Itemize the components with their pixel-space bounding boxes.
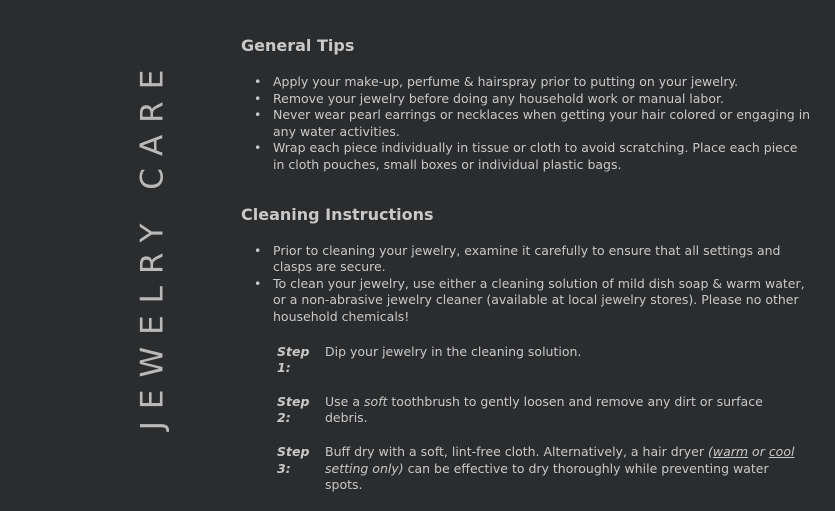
step-2-text-before: Use a: [325, 393, 364, 409]
general-tip-item: • Apply your make-up, perfume & hairspray prior to putting on your jewelry.: [241, 74, 811, 91]
general-tips-list: [241, 74, 811, 174]
cleaning-instructions-section: [241, 205, 811, 494]
general-tip-item: • Never wear pearl earrings or necklaces when getting your hair colored or engaging in any water activities.: [241, 107, 811, 140]
step-3-text: [325, 444, 797, 494]
step-2-text-after: toothbrush to gently loosen and remove any dirt or surface debris.: [325, 393, 763, 426]
or-note: or: [748, 443, 769, 459]
jewelry-care-content: [241, 36, 811, 511]
general-tip-item: • Wrap each piece individually in tissue or cloth to avoid scratching. Place each piece in cloth pouches, small boxes or individual plastic bags.: [241, 140, 811, 173]
step-2: [277, 394, 797, 427]
cleaning-instruction-item: • To clean your jewelry, use either a cleaning solution of mild dish soap & warm water, or a non-abrasive jewelry cleaner (available at local jewelry stores). Please no other household chemicals!: [241, 276, 811, 326]
step-1-label: Step 1:: [277, 343, 310, 376]
general-tips-heading: General Tips: [241, 36, 355, 55]
warm-note: warm: [712, 443, 749, 459]
step-1: [277, 344, 797, 377]
setting-only-note: setting only): [325, 460, 404, 476]
step-3: [277, 444, 797, 494]
paren-open: (: [707, 443, 713, 459]
step-3-label: Step 3:: [277, 443, 310, 476]
step-3-text-before: Buff dry with a soft, lint-free cloth. Alternatively, a hair dryer: [325, 443, 708, 459]
step-1-text: Dip your jewelry in the cleaning solution.: [325, 343, 582, 359]
step-2-text: [325, 394, 797, 427]
step-2-label: Step 2:: [277, 393, 310, 426]
jewelry-care-vertical-title: [128, 58, 176, 430]
cleaning-instructions-list: [241, 243, 811, 326]
general-tips-section: [241, 36, 811, 174]
step-3-text-after: can be effective to dry thoroughly while preventing water spots.: [325, 460, 769, 493]
general-tip-item: • Remove your jewelry before doing any household work or manual labor.: [241, 91, 811, 108]
cleaning-steps: [277, 344, 797, 494]
vertical-title-text: JEWELRY CARE: [134, 57, 171, 431]
cleaning-instruction-item: • Prior to cleaning your jewelry, examine it carefully to ensure that all settings and clasps are secure.: [241, 243, 811, 276]
cool-note: cool: [768, 443, 795, 459]
cleaning-instructions-heading: Cleaning Instructions: [241, 204, 434, 224]
soft-emphasis: soft: [363, 393, 388, 409]
